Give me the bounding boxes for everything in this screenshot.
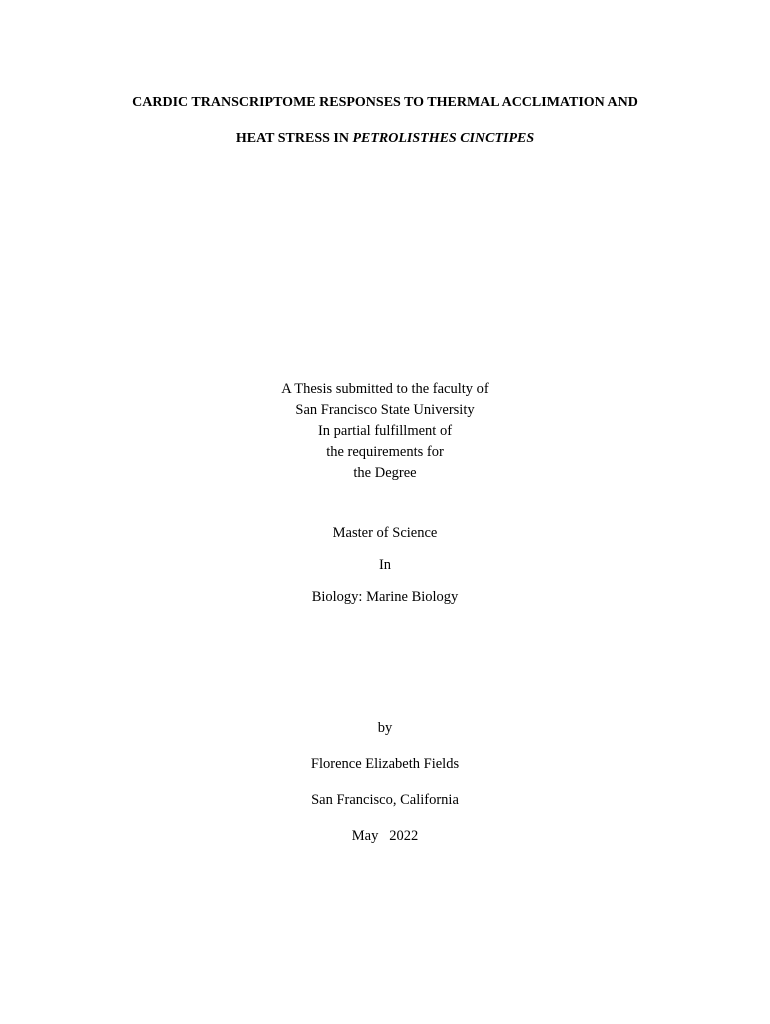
thesis-title-line-2 bbox=[0, 130, 770, 148]
thesis-title-prefix: HEAT STRESS IN bbox=[235, 131, 353, 146]
author-name: Florence Elizabeth Fields bbox=[310, 756, 460, 772]
author-by: by bbox=[377, 720, 393, 736]
thesis-title-line-1: CARDIC TRANSCRIPTOME RESPONSES TO THERMAL ACCLIMATION AND bbox=[132, 95, 638, 110]
degree-connector: In bbox=[378, 557, 392, 573]
submission-line-5: the Degree bbox=[353, 465, 417, 481]
thesis-title-species: PETROLISTHES CINCTIPES bbox=[352, 131, 535, 146]
submission-line-1: A Thesis submitted to the faculty of bbox=[281, 381, 489, 397]
submission-line-2: San Francisco State University bbox=[295, 402, 475, 418]
submission-date: May 2022 bbox=[351, 828, 419, 844]
submission-line-4: the requirements for bbox=[326, 444, 444, 460]
submission-line-3: In partial fulfillment of bbox=[317, 423, 453, 439]
author-location: San Francisco, California bbox=[311, 792, 459, 808]
degree-field: Biology: Marine Biology bbox=[311, 589, 459, 605]
degree-name: Master of Science bbox=[332, 525, 438, 541]
